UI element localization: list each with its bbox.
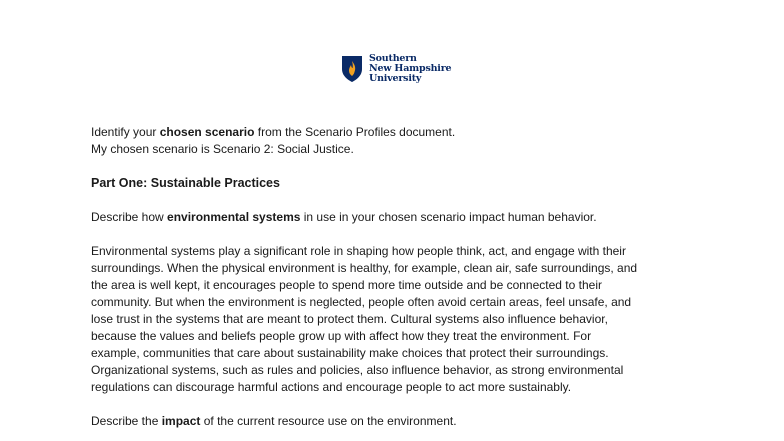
paragraph-line: surroundings. When the physical environment is healthy, for example, clean air, safe surroundings, and: [91, 261, 638, 275]
spacer: [91, 396, 701, 413]
paragraph-line: example, communities that care about sustainability make choices that protect their surroundings.: [91, 346, 609, 360]
logo-wordmark: [369, 54, 451, 84]
paragraph-line: Environmental systems play a significant role in shaping how people think, act, and engage with their: [91, 244, 626, 258]
spacer: [91, 158, 701, 175]
intro-line-1: [91, 124, 701, 141]
logo-line-2: New Hampshire: [369, 63, 452, 74]
part-one-prompt-2: [91, 413, 701, 430]
prompt-bold: environmental systems: [167, 210, 301, 224]
intro-line-2: My chosen scenario is Scenario 2: Social Justice.: [91, 142, 354, 156]
paragraph-line: Organizational systems, such as rules and policies, also influence behavior, as strong environmental: [91, 363, 624, 377]
prompt2-bold: impact: [161, 414, 201, 428]
spacer: [91, 192, 701, 209]
spacer: [91, 226, 701, 243]
university-logo: [341, 54, 451, 84]
part-one-paragraph: [91, 243, 701, 396]
paragraph-line: lose trust in the systems that are meant to protect them. Cultural systems also influence behavior,: [91, 312, 608, 326]
paragraph-line: because the values and beliefs people grow up with affect how they treat the environment. For: [91, 329, 592, 343]
paragraph-line: regulations can discourage harmful actions and encourage people to act more sustainably.: [91, 380, 572, 394]
intro-line-1-post: from the Scenario Profiles document.: [254, 125, 456, 139]
prompt2-pre: Describe the: [91, 414, 162, 428]
intro-line-1-bold: chosen scenario: [159, 125, 255, 139]
shield-flame-icon: [341, 55, 363, 83]
prompt-post: in use in your chosen scenario impact human behavior.: [300, 210, 597, 224]
paragraph-line: the area is well kept, it encourages people to spend more time outside and be connected to their: [91, 278, 602, 292]
part-one-heading: Part One: Sustainable Practices: [91, 176, 280, 190]
prompt-pre: Describe how: [91, 210, 168, 224]
document-body: [91, 124, 701, 430]
paragraph-line: community. But when the environment is neglected, people often avoid certain areas, feel unsafe, and: [91, 295, 632, 309]
part-one-prompt: [91, 209, 701, 226]
intro-line-1-pre: Identify your: [91, 125, 160, 139]
logo-line-3: University: [369, 73, 422, 84]
logo-line-1: Southern: [369, 53, 417, 64]
prompt2-post: of the current resource use on the environment.: [200, 414, 457, 428]
